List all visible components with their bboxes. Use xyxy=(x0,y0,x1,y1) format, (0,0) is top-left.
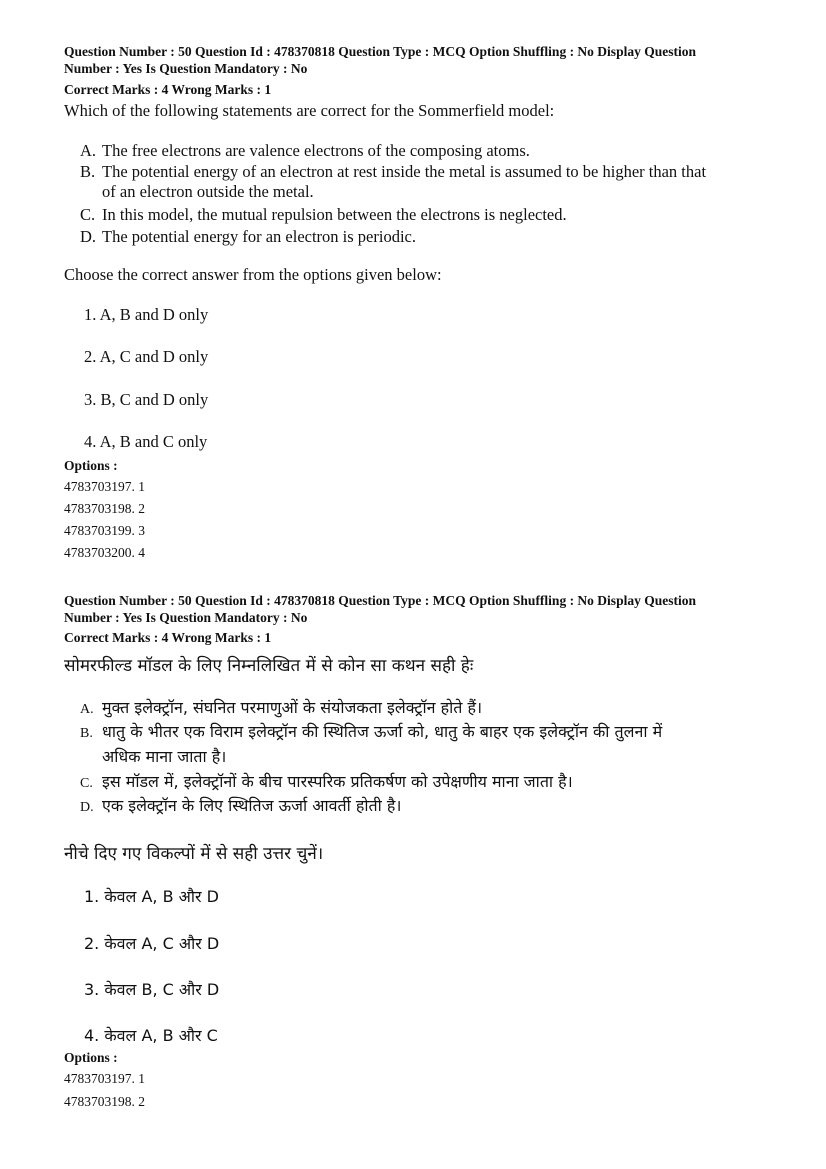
q2-choice-3: 3. केवल B, C और D xyxy=(84,980,220,999)
q1-instruction: Choose the correct answer from the options given below: xyxy=(64,265,442,284)
q1-stem: Which of the following statements are correct for the Sommerfield model: xyxy=(64,101,555,120)
q2-statement-d-label: D. xyxy=(80,800,94,815)
q1-choice-4: 4. A, B and C only xyxy=(84,432,208,451)
q2-statement-b-continued: अधिक माना जाता है। xyxy=(102,747,227,766)
q2-marks: Correct Marks : 4 Wrong Marks : 1 xyxy=(64,630,272,645)
q1-statement-a-label: A. xyxy=(80,141,97,160)
q2-statement-b xyxy=(80,721,662,744)
q1-header-line2: Number : Yes Is Question Mandatory : No xyxy=(64,61,308,76)
q1-choice-1: 1. A, B and D only xyxy=(84,305,209,324)
q1-choice-3: 3. B, C and D only xyxy=(84,390,209,409)
q2-choice-2: 2. केवल A, C और D xyxy=(84,934,220,953)
q1-statement-d xyxy=(80,226,416,247)
q2-statement-c xyxy=(80,771,573,794)
q2-statement-c-label: C. xyxy=(80,776,93,791)
q2-statement-d-text: एक इलेक्ट्रॉन के लिए स्थितिज ऊर्जा आवर्ती होती है। xyxy=(102,796,402,815)
q2-statement-c-text: इस मॉडल में, इलेक्ट्रॉनों के बीच पारस्परिक प्रतिकर्षण को उपेक्षणीय माना जाता है। xyxy=(102,772,573,791)
q1-statement-d-text: The potential energy for an electron is periodic. xyxy=(102,227,416,246)
q1-option-id-2: 4783703198. 2 xyxy=(64,501,145,516)
q1-statement-a-text: The free electrons are valence electrons of the composing atoms. xyxy=(102,141,530,160)
q2-statement-d xyxy=(80,795,401,818)
q2-statement-b-label: B. xyxy=(80,726,93,741)
q2-choice-1: 1. केवल A, B और D xyxy=(84,887,219,906)
q2-option-id-2: 4783703198. 2 xyxy=(64,1094,145,1109)
q1-statement-b xyxy=(80,161,706,182)
q1-marks: Correct Marks : 4 Wrong Marks : 1 xyxy=(64,82,272,97)
q1-statement-c-label: C. xyxy=(80,205,96,224)
q2-stem: सोमरफील्ड मॉडल के लिए निम्नलिखित में से कोन सा कथन सही हेः xyxy=(64,656,474,676)
q2-statement-a-label: A. xyxy=(80,702,94,717)
q1-header-line1: Question Number : 50 Question Id : 478370818 Question Type : MCQ Option Shuffling : No Display Question xyxy=(64,44,696,59)
q2-options-label: Options : xyxy=(64,1050,118,1065)
q2-option-id-1: 4783703197. 1 xyxy=(64,1071,145,1086)
q1-statement-b-text: The potential energy of an electron at rest inside the metal is assumed to be higher than that xyxy=(102,162,707,181)
q1-statement-b-label: B. xyxy=(80,162,96,181)
q1-option-id-3: 4783703199. 3 xyxy=(64,523,145,538)
q2-statement-b-text: धातु के भीतर एक विराम इलेक्ट्रॉन की स्थितिज ऊर्जा को, धातु के बाहर एक इलेक्ट्रॉन की तुलना में xyxy=(102,722,663,741)
q1-statement-d-label: D. xyxy=(80,227,97,246)
q1-statement-b-continued: of an electron outside the metal. xyxy=(102,182,314,201)
q1-statement-c-text: In this model, the mutual repulsion between the electrons is neglected. xyxy=(102,205,567,224)
q1-choice-2: 2. A, C and D only xyxy=(84,347,209,366)
q1-options-label: Options : xyxy=(64,458,118,473)
q2-statement-a xyxy=(80,697,482,720)
q1-statement-c xyxy=(80,204,567,225)
q2-choice-4: 4. केवल A, B और C xyxy=(84,1026,218,1045)
q1-statement-a xyxy=(80,140,530,161)
q2-header-line1: Question Number : 50 Question Id : 478370818 Question Type : MCQ Option Shuffling : No Display Question xyxy=(64,593,696,608)
q1-option-id-4: 4783703200. 4 xyxy=(64,545,145,560)
q2-statement-a-text: मुक्त इलेक्ट्रॉन, संघनित परमाणुओं के संयोजकता इलेक्ट्रॉन होते हैं। xyxy=(102,698,483,717)
q2-header-line2: Number : Yes Is Question Mandatory : No xyxy=(64,610,308,625)
q1-option-id-1: 4783703197. 1 xyxy=(64,479,145,494)
q2-instruction: नीचे दिए गए विकल्पों में से सही उत्तर चुनें। xyxy=(64,844,324,864)
